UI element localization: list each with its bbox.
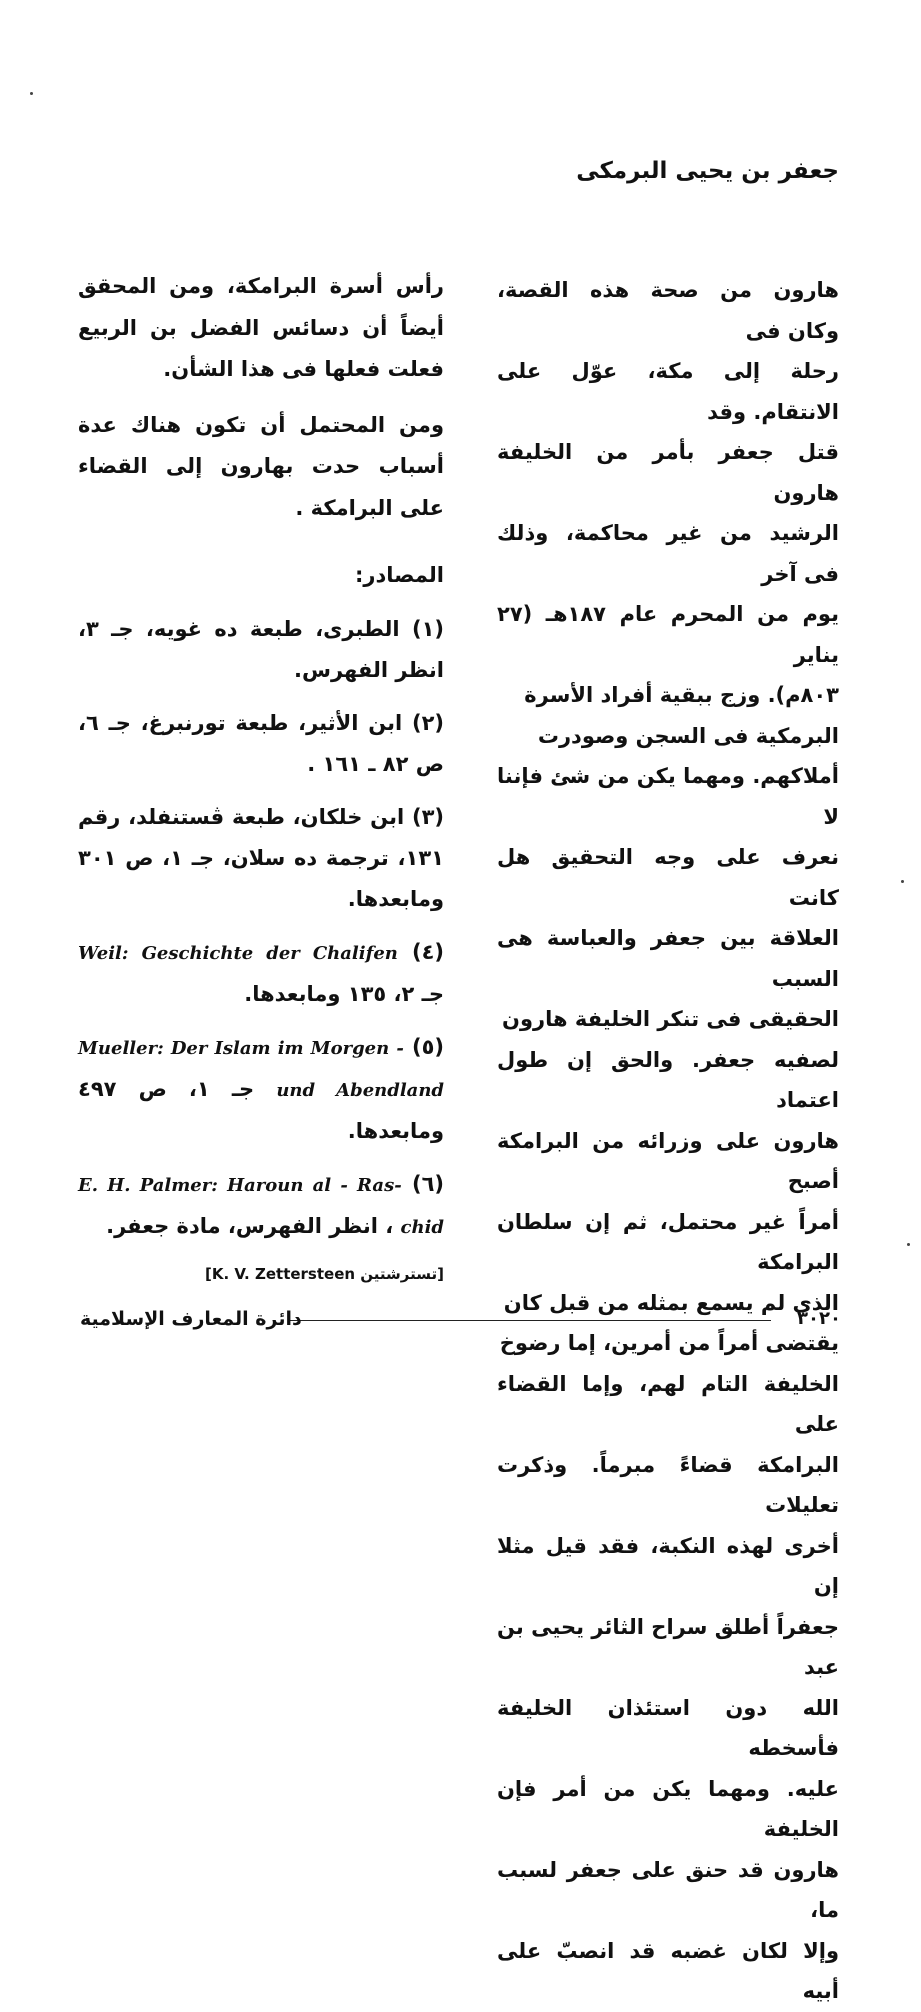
source-details: جـ ٢، ١٣٥ ومابعدها.: [244, 982, 444, 1006]
text-line: يوم من المحرم عام ١٨٧هـ (٢٧ يناير: [497, 602, 839, 667]
source-details: ، انظر الفهرس، مادة جعفر.: [106, 1214, 394, 1238]
text-line: ٨٠٣م). وزج ببقية أفراد الأسرة: [524, 683, 839, 707]
text-line: الحقيقى فى تنكر الخليفة هارون: [502, 1007, 839, 1031]
scan-speck: [901, 880, 904, 883]
text-line: البرامكة قضاءً مبرماً. وذكرت تعليلات: [497, 1452, 839, 1517]
scan-speck: [30, 92, 33, 95]
running-header-title: جعفر بن يحيى البرمكى: [576, 158, 839, 184]
journal-name: دائرة المعارف الإسلامية: [80, 1308, 302, 1330]
left-text-column: [78, 266, 444, 1288]
text-line: العلاقة بين جعفر والعباسة هى السبب: [497, 926, 839, 991]
source-number: (٦): [411, 1172, 445, 1196]
text-line: الخليفة التام لهم، وإما القضاء على: [497, 1371, 839, 1436]
footer-divider: [290, 1320, 771, 1321]
text-line: أخرى لهذه النكبة، فقد قيل مثلا إن: [497, 1533, 839, 1598]
text-line: الذى لم يسمع بمثله من قبل كان: [503, 1290, 839, 1315]
text-line: يقتضى أمراً من أمرين، إما رضوخ: [499, 1331, 839, 1355]
text-line: لصفيه جعفر. والحق إن طول اعتماد: [497, 1047, 839, 1112]
source-entry: (٣) ابن خلكان، طبعة ڤستنفلد، رقم ١٣١، ترجمة ده سلان، جـ ١، ص ٣٠١ ومابعدها.: [78, 805, 444, 911]
text-line: هارون من صحة هذه القصة، وكان فى: [497, 278, 839, 343]
source-latin-title: E. H. Palmer: Haroun al - Ras- chid: [78, 1175, 444, 1238]
source-latin-title: Weil: Geschichte der Chalifen: [78, 943, 398, 964]
source-number: (٤): [411, 940, 445, 964]
text-line: جعفراً أطلق سراح الثائر يحيى بن عبد: [497, 1614, 839, 1679]
right-text-column: [497, 270, 839, 2012]
source-entry: (٢) ابن الأثير، طبعة تورنبرغ، جـ ٦، ص ٨٢ ـ ١٦١ .: [78, 711, 444, 776]
body-paragraph: ومن المحتمل أن تكون هناك عدة أسباب حدت بهارون إلى القضاء على البرامكة .: [78, 412, 444, 520]
source-entry: (١) الطبرى، طبعة ده غويه، جـ ٣، انظر الفهرس.: [78, 617, 444, 682]
text-line: البرمكية فى السجن وصودرت: [537, 723, 839, 748]
text-line: هارون قد حنق على جعفر لسبب ما،: [497, 1857, 839, 1922]
article-author: [تسترشتين K. V. Zettersteen]: [204, 1265, 444, 1283]
text-line: هارون على وزرائه من البرامكة أصبح: [497, 1128, 839, 1193]
source-latin-title: Mueller: Der Islam im Morgen - und Abendland: [78, 1038, 444, 1101]
page-footer: [80, 1308, 841, 1332]
source-number: (٥): [411, 1035, 445, 1059]
scan-speck: [907, 1243, 910, 1246]
text-line: عليه. ومهما يكن من أمر فإن الخليفة: [497, 1776, 839, 1841]
sources-heading: المصادر:: [354, 563, 444, 587]
text-line: رحلة إلى مكة، عوّل على الانتقام. وقد: [497, 359, 839, 424]
text-line: وإلا لكان غضبه قد انصبّ على أبيه: [497, 1938, 839, 2003]
text-line: الرشيد من غير محاكمة، وذلك فى آخر: [497, 521, 839, 586]
page-number: ٣٠٢٠: [797, 1308, 841, 1329]
source-entry: [78, 1164, 444, 1248]
text-line: قتل جعفر بأمر من الخليفة هارون: [497, 440, 839, 505]
text-line: أمراً غير محتمل، ثم إن سلطان البرامكة: [497, 1209, 839, 1274]
text-line: الله دون استئذان الخليفة فأسخطه: [497, 1695, 839, 1760]
source-entry: [78, 932, 444, 1015]
source-details: جـ ١، ص ٤٩٧ ومابعدها.: [78, 1077, 444, 1143]
source-entry: [78, 1027, 444, 1152]
body-paragraph: رأس أسرة البرامكة، ومن المحقق أيضاً أن دسائس الفضل بن الربيع فعلت فعلها فى هذا الشأن.: [78, 274, 444, 381]
text-line: أملاكهم. ومهما يكن من شئ فإننا لا: [497, 764, 839, 829]
text-line: نعرف على وجه التحقيق هل كانت: [497, 845, 839, 910]
